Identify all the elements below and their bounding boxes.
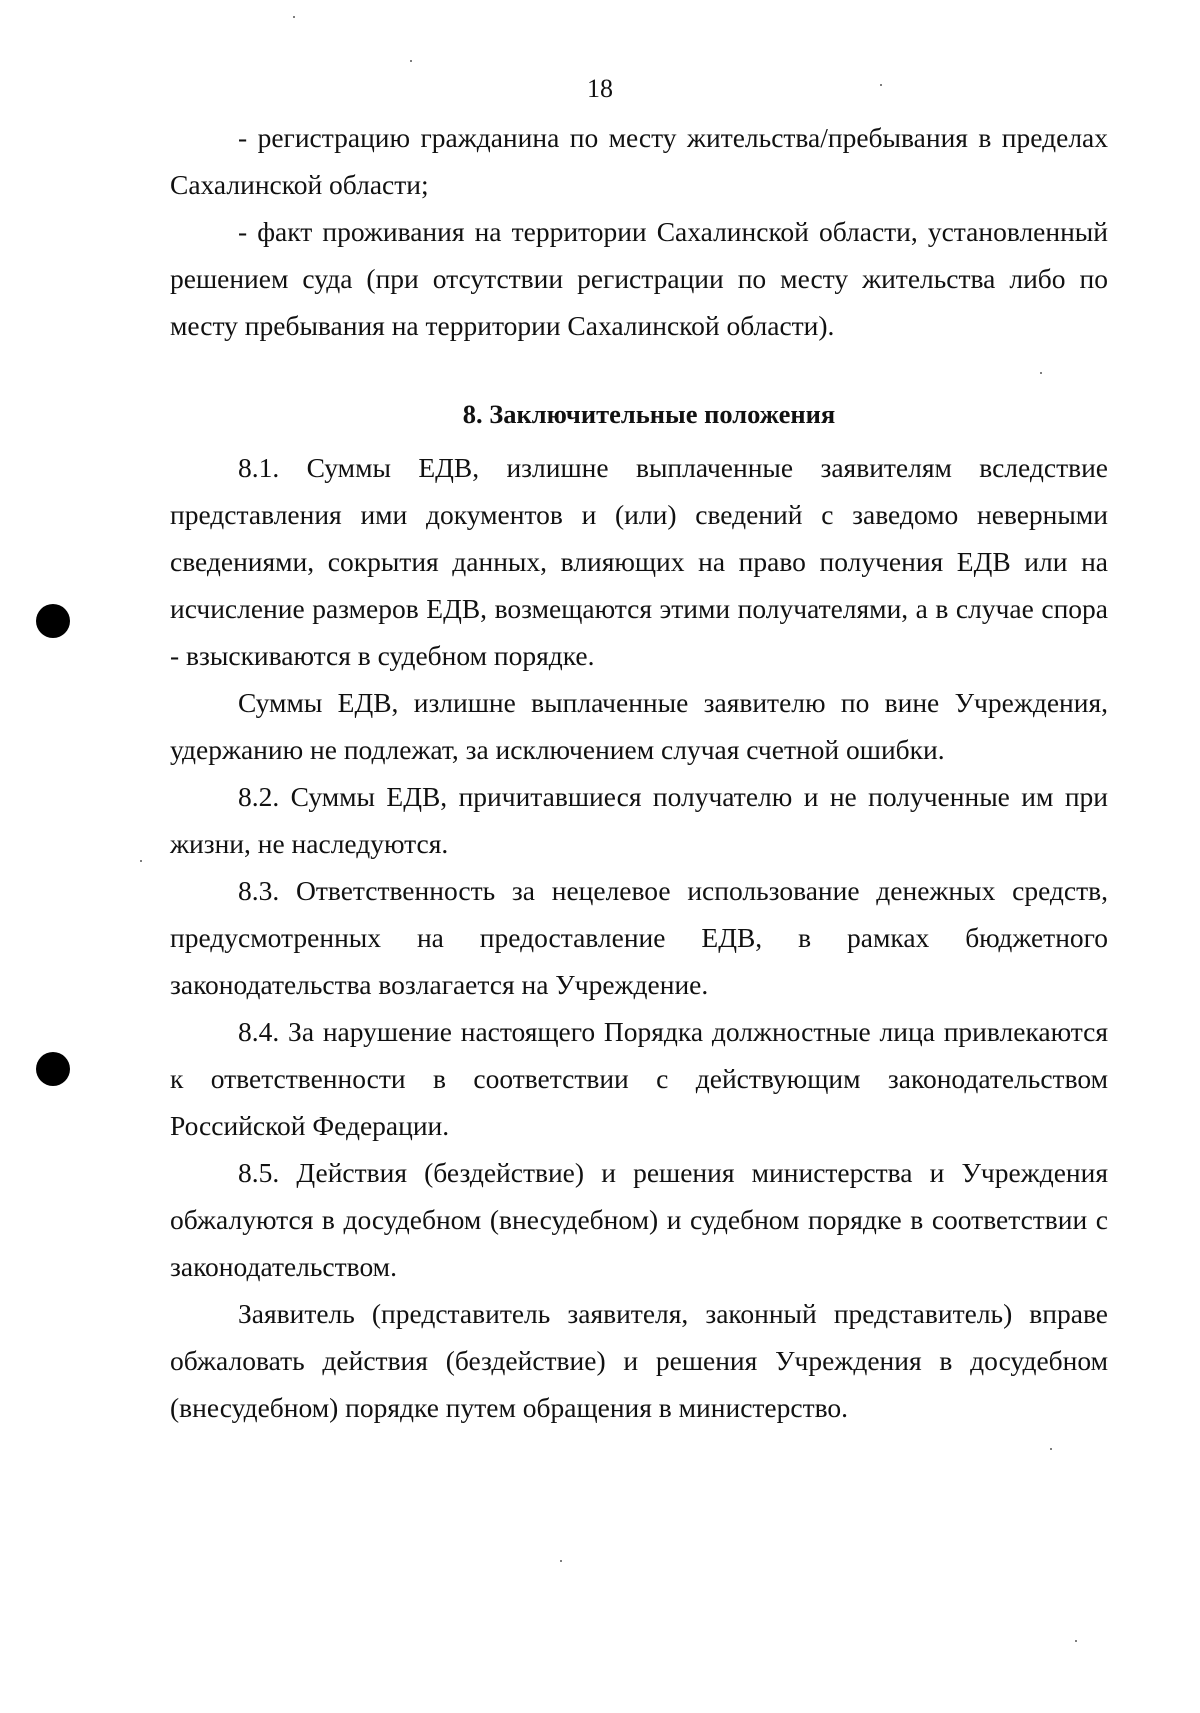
scan-speck: [410, 60, 412, 62]
punch-hole-mark: [36, 604, 70, 638]
scan-speck: [140, 860, 142, 862]
section-heading: 8. Заключительные положения: [462, 399, 836, 429]
document-body: [170, 114, 1108, 1431]
page-number: 18: [587, 74, 613, 103]
paragraph: Суммы ЕДВ, излишне выплаченные заявителю по вине Учреждения, удержанию не подлежат, за исключением случая счетной ошибки.: [170, 687, 1108, 765]
paragraph: 8.2. Суммы ЕДВ, причитавшиеся получателю и не полученные им при жизни, не наследуются.: [170, 781, 1108, 859]
paragraph: 8.3. Ответственность за нецелевое использование денежных средств, предусмотренных на предоставление ЕДВ, в рамках бюджетного законодательства возлагается на Учреждение.: [170, 875, 1108, 1000]
paragraph: 8.5. Действия (бездействие) и решения министерства и Учреждения обжалуются в досудебном (внесудебном) и судебном порядке в соответствии с законодательством.: [170, 1157, 1108, 1282]
scan-speck: [1050, 1448, 1052, 1450]
paragraph: 8.1. Суммы ЕДВ, излишне выплаченные заявителям вследствие представления ими документов и (или) сведений с заведомо неверными сведениями, сокрытия данных, влияющих на право получения ЕДВ или на исчисление размеров ЕДВ, возмещаются этими получателями, а в случае спора - взыскиваются в судебном порядке.: [170, 452, 1108, 671]
paragraph: - регистрацию гражданина по месту жительства/пребывания в пределах Сахалинской области;: [170, 122, 1108, 200]
scan-speck: [560, 1560, 562, 1562]
scan-speck: [293, 16, 295, 18]
punch-hole-mark: [36, 1052, 70, 1086]
paragraph: 8.4. За нарушение настоящего Порядка должностные лица привлекаются к ответственности в соответствии с действующим законодательством Российской Федерации.: [170, 1016, 1108, 1141]
paragraph: Заявитель (представитель заявителя, законный представитель) вправе обжаловать действия (бездействие) и решения Учреждения в досудебном (внесудебном) порядке путем обращения в министерство.: [170, 1298, 1108, 1423]
paragraph: - факт проживания на территории Сахалинской области, установленный решением суда (при отсутствии регистрации по месту жительства либо по месту пребывания на территории Сахалинской области).: [170, 216, 1108, 341]
scan-speck: [1075, 1640, 1077, 1642]
